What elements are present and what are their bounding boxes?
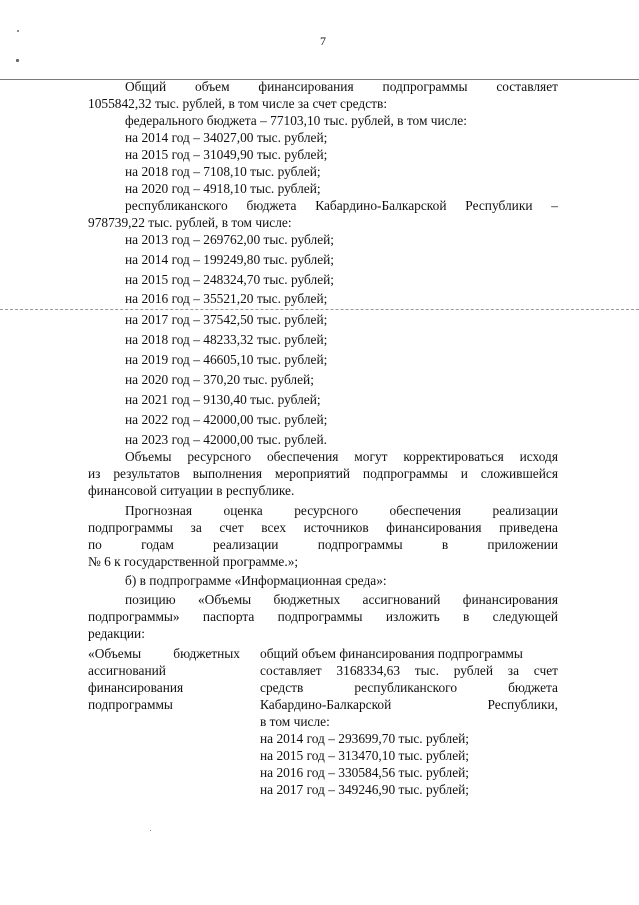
paragraph-line: на 2020 год – 4918,10 тыс. рублей; [125,181,321,196]
paragraph-line: 978739,22 тыс. рублей, в том числе: [88,215,292,230]
paragraph-line: редакции: [88,626,145,641]
paragraph-line: на 2018 год – 48233,32 тыс. рублей; [125,332,328,347]
scan-mark [150,830,151,831]
paragraph-line: на 2018 год – 7108,10 тыс. рублей; [125,164,321,179]
scan-mark [17,30,19,32]
paragraph-line: Прогнозная оценка ресурсного обеспечения реализации [125,503,558,518]
table-left-line: финансирования [88,680,184,695]
scan-line [0,309,639,310]
table-left-line: «Объемы бюджетных [88,646,240,661]
paragraph-line: республиканского бюджета Кабардино-Балкарской Республики – [125,198,558,213]
paragraph-line: на 2016 год – 35521,20 тыс. рублей; [125,291,328,306]
paragraph-line: на 2019 год – 46605,10 тыс. рублей; [125,352,328,367]
paragraph-line: позицию «Объемы бюджетных ассигнований финансирования [125,592,558,607]
page-number: 7 [320,34,326,48]
paragraph-line: 1055842,32 тыс. рублей, в том числе за счет средств: [88,96,388,111]
table-right-line: на 2015 год – 313470,10 тыс. рублей; [260,748,470,763]
table-right-line: на 2016 год – 330584,56 тыс. рублей; [260,765,470,780]
paragraph-line: № 6 к государственной программе.»; [88,554,299,569]
table-right-line: Кабардино-Балкарской Республики, [260,697,558,712]
paragraph-line: на 2015 год – 31049,90 тыс. рублей; [125,147,328,162]
paragraph-line: б) в подпрограмме «Информационная среда»: [125,573,387,588]
paragraph-line: на 2023 год – 42000,00 тыс. рублей. [125,432,327,447]
table-left-line: ассигнований [88,663,166,678]
paragraph-line: на 2013 год – 269762,00 тыс. рублей; [125,232,335,247]
paragraph-line: подпрограммы за счет всех источников финансирования приведена [88,520,558,535]
paragraph-line: Общий объем финансирования подпрограммы составляет [125,79,558,94]
paragraph-line: финансовой ситуации в республике. [88,483,295,498]
table-right-line: составляет 3168334,63 тыс. рублей за счет [260,663,558,678]
paragraph-line: на 2014 год – 199249,80 тыс. рублей; [125,252,335,267]
table-right-line: на 2017 год – 349246,90 тыс. рублей; [260,782,470,797]
paragraph-line: на 2021 год – 9130,40 тыс. рублей; [125,392,321,407]
paragraph-line: Объемы ресурсного обеспечения могут корректироваться исходя [125,449,558,464]
table-right-line: общий объем финансирования подпрограммы [260,646,523,661]
table-left-line: подпрограммы [88,697,173,712]
paragraph-line: подпрограммы» паспорта подпрограммы изложить в следующей [88,609,558,624]
paragraph-line: на 2022 год – 42000,00 тыс. рублей; [125,412,328,427]
paragraph-line: из результатов выполнения мероприятий подпрограммы и сложившейся [88,466,558,481]
table-right-line: в том числе: [260,714,330,729]
paragraph-line: на 2017 год – 37542,50 тыс. рублей; [125,312,328,327]
table-right-line: на 2014 год – 293699,70 тыс. рублей; [260,731,470,746]
paragraph-line: на 2020 год – 370,20 тыс. рублей; [125,372,314,387]
table-right-line: средств республиканского бюджета [260,680,558,695]
scan-mark [16,59,19,62]
paragraph-line: на 2014 год – 34027,00 тыс. рублей; [125,130,328,145]
paragraph-line: федерального бюджета – 77103,10 тыс. рублей, в том числе: [125,113,467,128]
paragraph-line: по годам реализации подпрограммы в приложении [88,537,558,552]
paragraph-line: на 2015 год – 248324,70 тыс. рублей; [125,272,335,287]
